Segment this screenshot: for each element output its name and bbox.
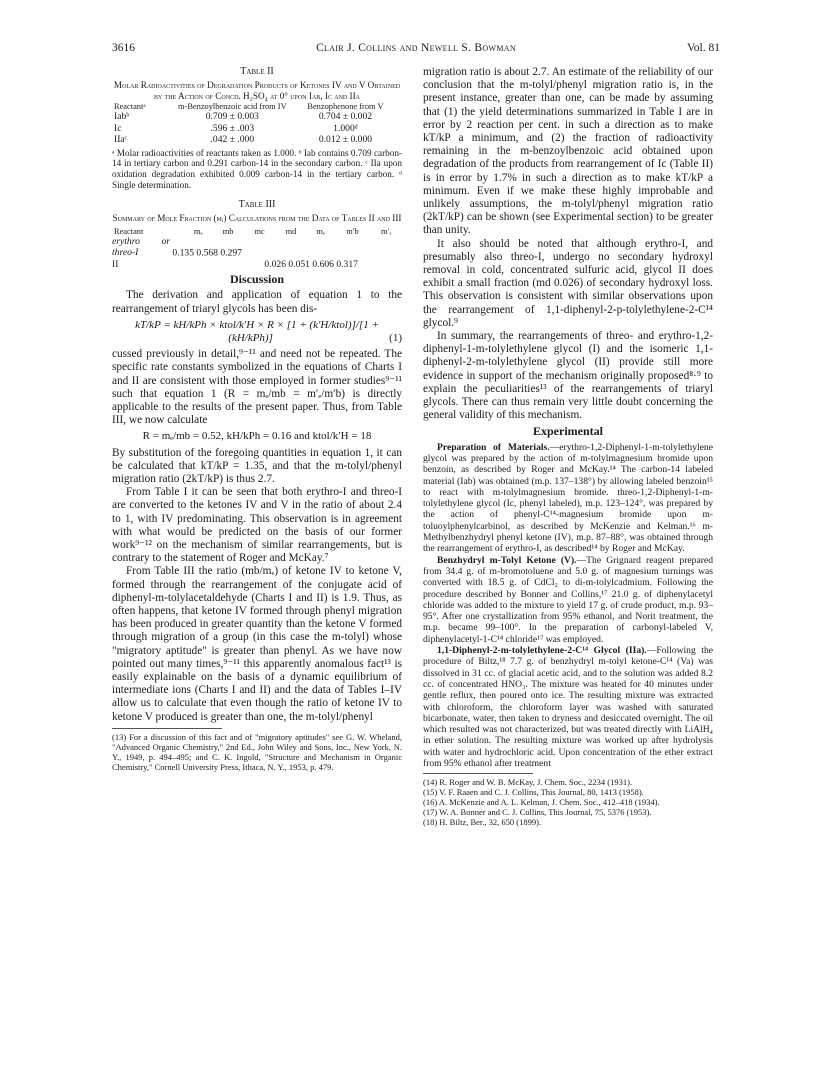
table-3-header: mb <box>222 226 234 236</box>
table-2-caption: Molar Radioactivities of Degradation Products of Ketones IV and V Obtained by the Action of Concd. H₂SO₄ at 0° upon Iab, Ic and IIa <box>113 80 401 101</box>
rate-values-line: R = mₑ/mb = 0.52, kH/kPh = 0.16 and ktol/k′H = 18 <box>142 430 372 443</box>
table-cell: 0.704 ± 0.002 <box>318 111 373 122</box>
table-3-row-values: 0.135 0.568 0.297 <box>172 247 242 259</box>
table-cell: Ic <box>114 122 122 134</box>
table-3-header: m′ₑ <box>380 226 392 236</box>
table-3-grid <box>112 227 402 236</box>
experimental-heading: Experimental <box>533 424 603 439</box>
discussion-paragraph: By substitution of the foregoing quantities in equation 1, it can be calculated that kT/kP = 1.35, and that the m-tolyl/phenyl migration ratio (2kT/kP) is thus 2.7. <box>112 446 402 486</box>
table-2-header: m-Benzoylbenzoic acid from IV <box>178 102 287 111</box>
equation-1 <box>112 319 402 345</box>
body-paragraph: In summary, the rearrangements of threo- and erythro-1,2-diphenyl-1-m-tolylethylene glycol (I) and the isomeric 1,1-diphenyl-2-m-tolylethylene glycol (II) provide still more evidence in support of the mechanism originally proposed⁸·⁹ to explain the peculiarities¹³ of the rearrangements of triaryl glycols. There can thus remain very little doubt concerning the general validity of this mechanism. <box>423 330 713 422</box>
discussion-paragraph: cussed previously in detail,⁹⁻¹¹ and need not be repeated. The specific rate constants symbolized in the equations of Charts I and II are consistent with those employed in former studies⁹⁻¹¹ such that equation 1 (R = mₑ/mb = m′ₑ/m′b) is directly applicable to the results of the present paper. Thus, from Table III, we now calculate <box>112 348 402 427</box>
table-2 <box>112 66 402 191</box>
experimental-paragraph <box>423 442 713 555</box>
running-header <box>112 42 720 58</box>
body-paragraph: migration ratio is about 2.7. An estimate of the reliability of our conclusion that the m-tolyl/phenyl migration ratio is, in the present instance, greater than one, can be made by assuming that (1) the yield determinations summarized in Table I are in error by 2 reaction per cent. in such a direction as to make kT/kP a minimum, and (2) the fraction of radioactivity remaining in the m-benzoylbenzoic acid obtained upon degradation of the products from rearrangement of Ic (Table II) is in error by 1.7% in such a direction as to make kT/kP a minimum. Even if we make these highly improbable and unlikely assumptions, the m-tolyl/phenyl migration ratio (2kT/kP) can be shown (see Experimental section) to be greater than unity. <box>423 66 713 237</box>
table-2-grid <box>112 102 402 146</box>
table-row <box>112 134 402 146</box>
discussion-paragraph: The derivation and application of equation 1 to the rearrangement of triaryl glycols has been dis- <box>112 289 402 315</box>
footnote: (15) V. F. Raaen and C. J. Collins, This Journal, 80, 1413 (1958). <box>423 787 644 798</box>
table-row <box>112 236 402 259</box>
table-3 <box>112 199 402 271</box>
discussion-paragraph: From Table III the ratio (mb/mₑ) of ketone IV to ketone V, formed through the rearrangement of the conjugate acid of diphenyl-m-tolylacetaldehyde (Charts I and II) is 1.9. Thus, as often happens, that ketone IV formed through phenyl migration has been produced in greater quantity than the ketone V formed through migration of a group (in this case the m-tolyl) whose "migratory aptitude" is greater than phenyl. As we have now pointed out many times,⁹⁻¹¹ this apparently anomalous fact¹³ is easily explainable on the basis of a dynamic equilibrium of intermediate ions (Charts I and II) and the data of Tables I–IV allow us to calculate that even though the ratio of ketone IV to ketone V produced is greater than one, the m-tolyl/phenyl <box>112 565 402 723</box>
footnote: (16) A. McKenzie and A. L. Kelman, J. Chem. Soc., 412–418 (1934). <box>423 797 660 808</box>
left-column <box>112 66 402 772</box>
experimental-text: —Following the procedure of Biltz,¹⁸ 7.7 g. of benzhydryl m-tolyl ketone-C¹⁴ (Va) was dissolved in 31 cc. of glacial acetic acid, and to the solution was added 8.2 cc. of concentrated HNO₃. The mixture was heated for 40 minutes under gentle reflux, then poured onto ice. The resulting mixture was extracted with chloroform, the chloroform layer was washed with saturated bicarbonate, water, then taken to dryness and desiccated overnight. The oil which resulted was not characterized, but was treated directly with LiAlH₄ in ether solution. The resulting mixture was worked up after hydrolysis with water and hydrochloric acid. Upon concentration of the ether extract from 95% ethanol after treatment <box>423 645 713 769</box>
table-3-row-label: II <box>112 258 119 270</box>
experimental-paragraph <box>423 555 713 645</box>
footnote: (17) W. A. Bonner and C. J. Collins, This Journal, 75, 5376 (1953). <box>423 807 652 818</box>
table-3-body <box>112 236 402 271</box>
table-3-header: m′b <box>346 226 359 236</box>
table-3-header: md <box>285 226 297 236</box>
equation-number: (1) <box>389 332 402 344</box>
footnote: (14) R. Roger and W. B. McKay, J. Chem. Soc., 2234 (1931). <box>423 777 633 788</box>
table-2-header: Reactantᵃ <box>114 102 146 111</box>
discussion-heading: Discussion <box>229 272 285 287</box>
table-3-caption: Summary of Mole Fraction (mᵢ) Calculations from the Data of Tables II and III <box>112 212 402 223</box>
table-row <box>112 259 402 271</box>
right-column <box>423 66 713 827</box>
experimental-text: —The Grignard reagent prepared from 34.4 g. of m-bromotoluene and 5.0 g. of magnesium turnings was converted with 18.5 g. of CdCl₂ to di-m-tolylcadmium. Following the procedure described by Bonner and Collins,¹⁷ 21.0 g. of diphenylacetyl chloride was added to the mixture to yield 17 g. of crude product, m.p. 93–95°. After one crystallization from 95% ethanol, and Norit treatment, the m.p. became 99–100°. In the preparation of carbonyl-labeled V, diphenylacetyl-1-C¹⁴ chloride¹⁷ was employed. <box>423 554 713 645</box>
experimental-subheading: 1,1-Diphenyl-2-m-tolylethylene-2-C¹⁴ Glycol (IIa). <box>437 645 647 657</box>
footnote-13: (13) For a discussion of this fact and of "migratory aptitudes" see G. W. Wheland, "Advanced Organic Chemistry," 2nd Ed., John Wiley and Sons, Inc., New York, N. Y., 1949, p. 494–495; and C. K. Ingold, "Structure and Mechanism in Organic Chemistry," Cornell University Press, Ithaca, N. Y., 1953, p. 479. <box>112 731 402 772</box>
table-cell: 0.012 ± 0.000 <box>318 134 373 145</box>
table-2-label: Table II <box>240 66 274 77</box>
table-3-row-values: 0.026 0.051 0.606 0.317 <box>264 258 358 270</box>
table-2-notes: ᵃ Molar radioactivities of reactants taken as 1.000. ᵇ Iab contains 0.709 carbon-14 in tertiary carbon and 0.291 carbon-14 in the secondary carbon. ᶜ IIa upon oxidation degradation exhibited 0.009 carbon-14 in the tertiary carbon. ᵈ Single determination. <box>112 147 402 190</box>
experimental-section <box>423 442 713 770</box>
page-number: 3616 <box>112 42 135 54</box>
table-3-row-label: erythro or threo-I <box>112 235 170 259</box>
table-3-header: mₑ <box>316 226 326 236</box>
equation-body: kT/kP = kH/kPh × ktol/k′H × R × [1 + (k′H/ktol)]/[1 + (kH/kPh)] <box>135 318 379 344</box>
table-cell: 0.709 ± 0.003 <box>205 111 259 122</box>
table-cell: IIaᶜ <box>114 134 128 145</box>
experimental-text: —erythro-1,2-Diphenyl-1-m-tolylethylene glycol was prepared by the action of m-tolylmagnesium bromide upon benzoin, as described by Roger and McKay.¹⁴ The carbon-14 labeled material (Iab) was obtained (m.p. 137–138°) by allowing labeled benzoin¹⁵ to react with m-tolylmagnesium bromide. threo-1,2-Diphenyl-1-m-tolylethylene glycol (Ic, phenyl labeled), m.p. 123–124°, was prepared by the action of phenyl-C¹⁴-magnesium bromide upon m-toluoylphenylcarbinol, as described by McKenzie and Kelman.¹⁶ m-Methylbenzhydryl phenyl ketone (IV), m.p. 87–88°, was obtained through the rearrangement of erythro-I, as described¹⁴ by Roger and McKay. <box>423 441 713 555</box>
footnotes <box>423 777 713 827</box>
volume-label: Vol. 81 <box>686 42 720 54</box>
table-cell: Iabᵇ <box>114 111 130 122</box>
experimental-paragraph <box>423 645 713 769</box>
table-3-header: mₐ <box>193 226 203 236</box>
footnote-rule <box>112 728 222 729</box>
body-paragraph: It also should be noted that although erythro-I, and presumably also threo-I, undergo no secondary hydroxyl removal in cold, concentrated sulfuric acid, glycol II does exhibit a small fraction (md 0.026) of secondary hydroxyl loss. This observation is consistent with similar observations upon the rearrangement of 1,1-diphenyl-2-p-tolylethylene-2-C¹⁴ glycol.⁹ <box>423 237 713 329</box>
running-authors: Clair J. Collins and Newell S. Bowman <box>316 42 516 54</box>
experimental-subheading: Preparation of Materials. <box>437 441 550 453</box>
table-cell: .042 ± .000 <box>210 134 255 145</box>
experimental-subheading: Benzhydryl m-Tolyl Ketone (V). <box>437 554 577 566</box>
footnote-rule <box>423 773 533 774</box>
discussion-paragraph: From Table I it can be seen that both erythro-I and threo-I are converted to the ketones IV and V in the ratio of about 2.4 to 1, with IV predominating. This observation is in agreement with what would be predicted on the basis of our former work⁹⁻¹² on the mechanism of similar rearrangements, but is contrary to the statement of Roger and McKay.⁷ <box>112 486 402 565</box>
table-row <box>112 111 402 123</box>
table-row <box>112 123 402 135</box>
table-cell: 1.000ᵈ <box>333 122 358 134</box>
table-cell: .596 ± .003 <box>210 122 255 134</box>
table-3-header: mc <box>254 226 265 236</box>
table-2-header: Benzophenone from V <box>307 102 384 111</box>
table-3-label: Table III <box>238 198 276 210</box>
footnote: (18) H. Biltz, Ber., 32, 650 (1899). <box>423 817 542 828</box>
table-3-header: Reactant <box>114 226 144 236</box>
